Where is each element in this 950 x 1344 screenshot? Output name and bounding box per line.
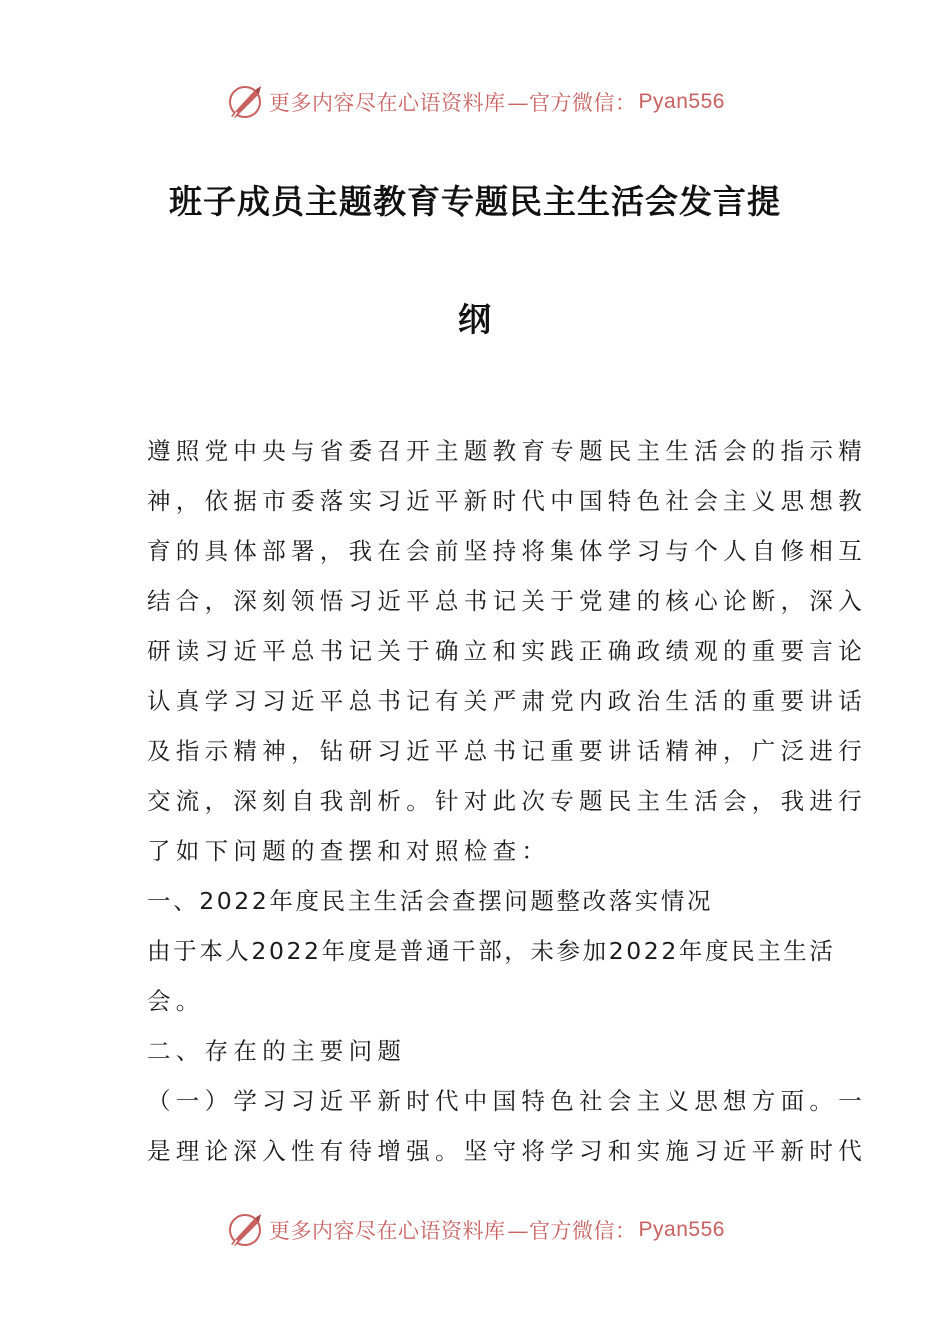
body-line: 神，依据市委落实习近平新时代中国特色社会主义思想教 — [147, 487, 867, 515]
body-line: 研读习近平总书记关于确立和实践正确政绩观的重要言论 — [147, 637, 867, 665]
body-line: 是理论深入性有待增强。坚守将学习和实施习近平新时代 — [147, 1137, 867, 1165]
body-line: 育的具体部署，我在会前坚持将集体学习与个人自修相互 — [147, 537, 867, 565]
body-line: 由于本人2022年度是普通干部，未参加2022年度民主生活 — [147, 937, 836, 965]
body-line: 结合，深刻领悟习近平总书记关于党建的核心论断，深入 — [147, 587, 867, 615]
section-heading-1: 一、2022年度民主生活会查摆问题整改落实情况 — [147, 887, 714, 915]
watermark-header — [0, 80, 950, 124]
document-body — [147, 426, 867, 1176]
watermark-official-label: —官方微信： — [507, 91, 637, 115]
quill-logo-icon — [225, 82, 265, 122]
watermark-text: 更多内容尽在心语资料库 — [269, 91, 506, 115]
body-line: 认真学习习近平总书记有关严肃党内政治生活的重要讲话 — [147, 687, 867, 715]
section-heading-2: 二、存在的主要问题 — [147, 1037, 407, 1065]
body-line: 交流，深刻自我剖析。针对此次专题民主生活会，我进行 — [147, 787, 867, 815]
body-line: （一）学习习近平新时代中国特色社会主义思想方面。一 — [147, 1087, 867, 1115]
body-line: 会。 — [147, 987, 205, 1015]
body-line: 了如下问题的查摆和对照检查： — [147, 837, 551, 865]
document-title-line2: 纲 — [458, 300, 492, 339]
body-line: 遵照党中央与省委召开主题教育专题民主生活会的指示精 — [147, 437, 867, 465]
quill-logo-icon — [225, 1210, 265, 1250]
body-line: 及指示精神，钻研习近平总书记重要讲话精神，广泛进行 — [147, 737, 867, 765]
watermark-wechat-id: Pyan556 — [638, 90, 725, 113]
watermark-wechat-id: Pyan556 — [638, 1218, 725, 1241]
watermark-official-label: —官方微信： — [507, 1219, 637, 1243]
watermark-footer — [0, 1208, 950, 1252]
document-title-line1: 班子成员主题教育专题民主生活会发言提 — [169, 182, 781, 221]
watermark-text: 更多内容尽在心语资料库 — [269, 1219, 506, 1243]
